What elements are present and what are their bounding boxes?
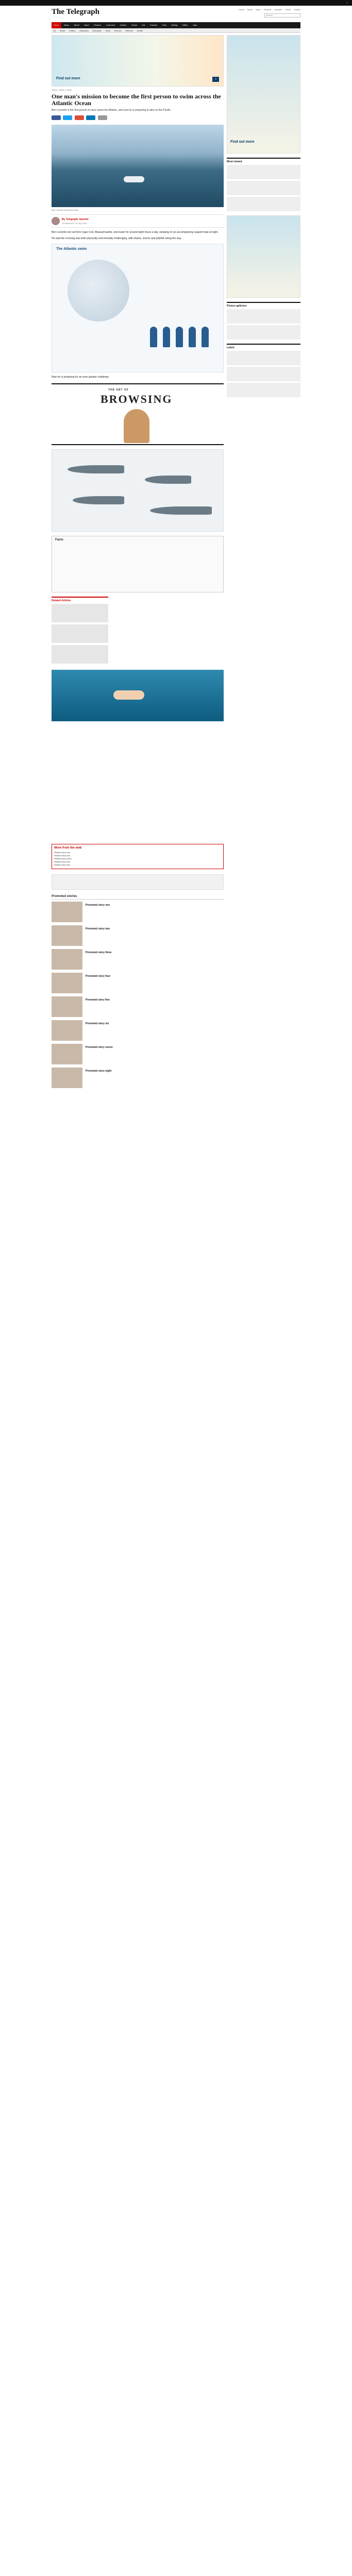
person-figure-icon [176,327,183,347]
shark-icon [145,476,191,484]
nav-item[interactable]: Sport [84,24,89,26]
infographic-title: The Atlantic swim [56,247,87,251]
subnav-item[interactable]: World [59,29,65,32]
author-name[interactable]: By Telegraph reporter [62,218,89,221]
article-headline: One man's mission to become the first person to swim across the Atlantic Ocean [52,93,221,107]
more-title: More from the web [54,846,82,850]
picture-galleries [227,302,300,340]
rail-item[interactable] [227,181,300,195]
linkedin-share-icon[interactable] [86,115,95,120]
header-links [236,8,300,11]
image-caption: Ben Lecomte during his swim [52,209,79,211]
shark-icon [68,465,124,473]
rail-item[interactable] [227,383,300,397]
rail-item[interactable] [227,165,300,179]
promo-row[interactable] [52,925,224,946]
subnav-item[interactable]: Science [114,29,122,32]
promo-thumbnail [52,925,82,946]
person-figure-icon [189,327,196,347]
promo-headline[interactable]: Promoted story five [86,998,110,1002]
rail-ad-text: Find out more [230,140,255,144]
person-figure-icon [163,327,170,347]
promo-row[interactable] [52,973,224,993]
more-item[interactable]: Related story two [54,854,70,857]
promo-headline[interactable]: Promoted story seven [86,1046,113,1049]
header-link[interactable]: Sport [256,8,261,11]
nav-item[interactable]: Finance [94,24,102,26]
rail-box-title: Latest [227,346,234,349]
subnav-item[interactable]: Obituaries [79,29,89,32]
facebook-share-icon[interactable] [52,115,61,120]
promo-row[interactable] [52,949,224,970]
shark-icon [73,496,124,504]
header-link[interactable]: Finance [263,8,272,11]
factbox-title: Facts [55,538,63,541]
fact-box [52,536,224,592]
utility-links[interactable]: ≡ [346,2,348,4]
promo-row[interactable] [52,1044,224,1064]
header-link[interactable]: News [247,8,253,11]
article-paragraph: Ben Lecomte set out from Cape Cod, Massachusetts, and swam for around eight hours a day, sleeping on an accompanying support boat at night. [52,231,219,234]
more-from-web [52,844,224,869]
rail-item[interactable] [227,197,300,211]
nav-item[interactable]: World [74,24,79,26]
social-share-bar [52,115,224,122]
header-link[interactable]: Travel [285,8,291,11]
article-standfirst: Ben Lecomte is the first person to have swum the Atlantic, and now he is preparing to take on the Pacific. [52,109,172,112]
promo-thumbnail [52,1020,82,1041]
promo-title: BROWSING [100,393,173,405]
promo-thumbnail [52,996,82,1017]
rail-ad[interactable] [227,35,300,154]
search-input[interactable]: Search [264,13,300,18]
article-paragraph: Now he is preparing for an even greater challenge. [52,376,110,379]
nav-item[interactable]: Comment [106,24,115,26]
promo-headline[interactable]: Promoted story six [86,1022,109,1025]
most-viewed [227,158,300,211]
twitter-share-icon[interactable] [63,115,72,120]
hero-image [52,125,224,207]
related-title: Related Articles [52,599,71,602]
promo-person-image [124,409,149,443]
more-item[interactable]: Related story five [54,863,70,866]
subnav-item[interactable]: UK [53,29,56,32]
promo-headline[interactable]: Promoted story one [86,904,110,907]
nav-item[interactable]: Travel [131,24,137,26]
author-avatar [52,217,60,225]
promo-thumbnail [52,1067,82,1088]
promoted-stories [52,895,224,1088]
subnav-item[interactable]: Earth [105,29,111,32]
promo-headline[interactable]: Promoted story three [86,951,112,954]
nav-item[interactable]: Life [142,24,145,26]
banner-ad[interactable] [52,35,224,87]
promo-thumbnail [52,973,82,993]
promo-kicker: THE ART OF [108,388,129,392]
nav-item[interactable]: Jobs [192,24,197,26]
person-figure-icon [202,327,209,347]
promo-headline[interactable]: Promoted story four [86,975,111,978]
promo-headline[interactable]: Promoted story eight [86,1070,112,1073]
route-infographic [52,244,224,372]
byline [52,214,224,228]
nav-item[interactable]: Tech [162,24,167,26]
related-item[interactable] [52,624,108,643]
rail-item[interactable] [227,325,300,340]
breadcrumb[interactable]: Home » News » Earth [52,89,72,91]
globe-graphic [68,260,129,321]
rail-item[interactable] [227,351,300,365]
header-link[interactable]: Culture [294,8,300,11]
utility-bar [0,0,352,6]
swimmer-figure [113,690,144,700]
more-item[interactable]: Related story four [54,860,71,863]
subnav-item[interactable]: Defence [125,29,133,32]
promo-thumbnail [52,902,82,922]
right-rail [227,35,300,401]
swimming-photo [52,670,224,721]
header-link[interactable]: Lifestyle [274,8,282,11]
subnav-item[interactable]: Health [137,29,143,32]
promo-row[interactable] [52,1020,224,1041]
nav-item[interactable]: Culture [120,24,127,26]
shark-icon [150,506,212,515]
person-figure-icon [150,327,157,347]
rail-box-title: Most viewed [227,160,242,163]
article-column [52,89,224,1091]
more-item[interactable]: Related story one [54,851,71,854]
subnav-item[interactable]: Education [92,29,102,32]
browsing-promo[interactable] [52,383,224,445]
nav-item[interactable]: Home [52,22,61,28]
promo-thumbnail [52,949,82,970]
email-share-icon[interactable] [98,115,107,120]
promo-headline[interactable]: Promoted story two [86,927,110,930]
promo-thumbnail [52,1044,82,1064]
header-link[interactable]: Home [239,8,244,11]
nav-item[interactable]: Fashion [150,24,158,26]
promo-row[interactable] [52,996,224,1017]
rail-item[interactable] [227,309,300,324]
related-item[interactable] [52,604,108,622]
rail-ad[interactable] [227,215,300,298]
site-logo[interactable]: The Telegraph [52,8,99,16]
spacer [52,725,224,839]
promo-row[interactable] [52,1067,224,1088]
nav-item[interactable]: Dating [171,24,178,26]
swimmer-figure [124,176,144,182]
more-item[interactable]: Related story three [54,857,72,860]
latest [227,344,300,397]
related-item[interactable] [52,645,108,664]
promo-row[interactable] [52,902,224,922]
nav-item[interactable]: Offers [182,24,188,26]
rail-box-title: Picture galleries [227,304,247,308]
article-paragraph: He said the crossing was both physically and mentally challenging, with sharks, storms and jellyfish along the way. [52,237,182,240]
main-nav [52,22,300,28]
shark-graphic [52,449,224,532]
publish-date: 10:00AM BST 24 Sep 2015 [62,222,87,225]
related-articles [52,597,108,666]
ad-text: Find out more [56,77,80,80]
nav-item[interactable]: News [64,24,70,26]
subnav-item[interactable]: Politics [69,29,76,32]
rail-item[interactable] [227,367,300,381]
google-share-icon[interactable] [75,115,84,120]
ad-cta-button[interactable]: > [212,77,219,82]
promoted-title: Promoted stories [52,895,224,900]
comments-bar[interactable] [52,874,224,890]
site-header [52,6,300,22]
sub-nav [52,28,300,33]
